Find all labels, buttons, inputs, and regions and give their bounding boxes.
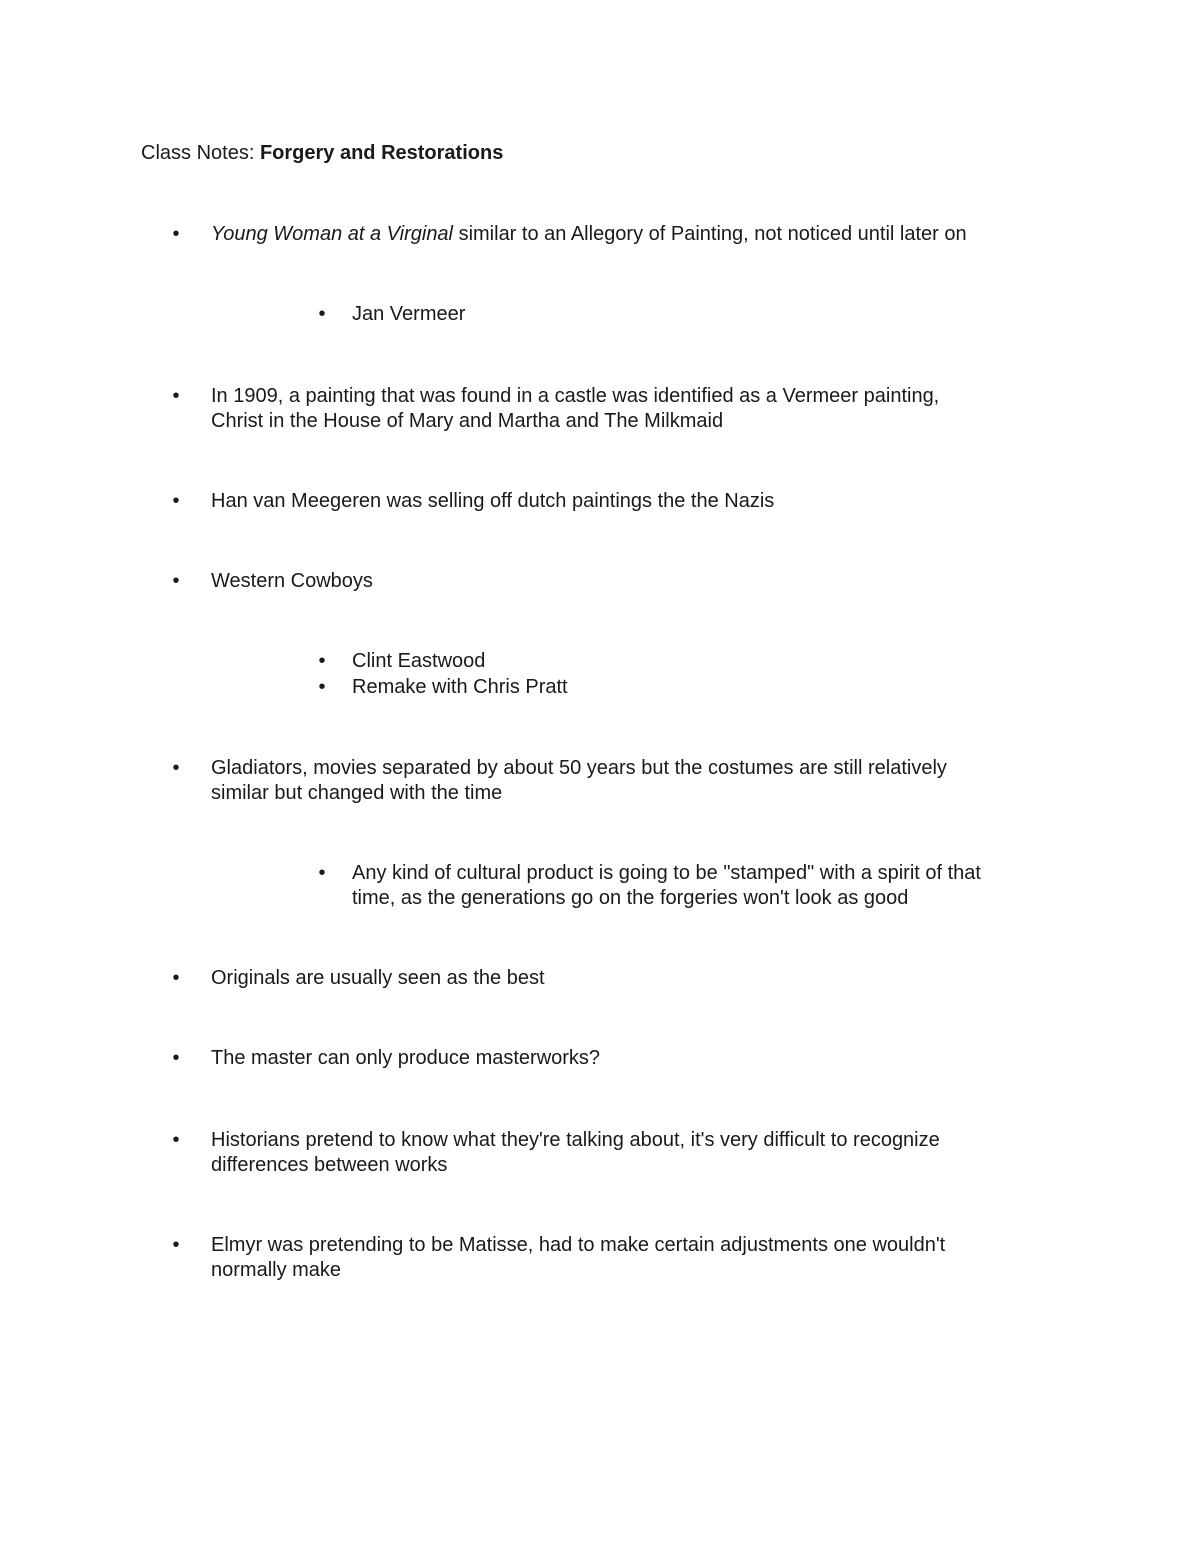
list-item-text: Clint Eastwood [352, 650, 486, 672]
list-item-text: The master can only produce masterworks? [211, 1047, 601, 1069]
list-item-text: Historians pretend to know what they're talking about, it's very difficult to recognize [211, 1129, 940, 1151]
list-item [172, 489, 775, 514]
list-item [172, 1046, 601, 1071]
list-item [172, 1233, 946, 1283]
list-item-text: similar to an Allegory of Painting, not noticed until later on [453, 223, 967, 245]
list-item-text: time, as the generations go on the forgeries won't look as good [352, 887, 909, 909]
page-title [141, 141, 503, 166]
bullet-icon: • [172, 757, 180, 779]
artwork-title: Young Woman at a Virginal [211, 223, 454, 245]
list-item-text: similar but changed with the time [211, 782, 503, 804]
list-item [172, 222, 967, 247]
list-item-text: Western Cowboys [211, 570, 373, 592]
list-item-text: Remake with Chris Pratt [352, 676, 568, 698]
list-item-text: Gladiators, movies separated by about 50 years but the costumes are still relatively [211, 757, 947, 779]
list-item [172, 756, 947, 806]
list-item [318, 675, 568, 700]
bullet-icon: • [172, 223, 180, 245]
title-main: Forgery and Restorations [259, 142, 504, 164]
list-item [172, 966, 545, 991]
bullet-icon: • [318, 650, 326, 672]
list-item-text: differences between works [211, 1154, 448, 1176]
bullet-icon: • [318, 862, 326, 884]
list-item [318, 649, 486, 674]
list-item-text: normally make [211, 1259, 342, 1281]
bullet-icon: • [172, 1234, 180, 1256]
bullet-icon: • [172, 1129, 180, 1151]
list-item-text: Han van Meegeren was selling off dutch paintings the the Nazis [211, 490, 775, 512]
list-item-text: Any kind of cultural product is going to be "stamped" with a spirit of that [352, 862, 981, 884]
bullet-icon: • [318, 303, 326, 325]
list-item [318, 861, 981, 911]
bullet-icon: • [172, 1047, 180, 1069]
list-item [172, 569, 373, 594]
list-item-text: Elmyr was pretending to be Matisse, had to make certain adjustments one wouldn't [211, 1234, 946, 1256]
title-prefix: Class Notes: [141, 142, 260, 164]
list-item-text: Christ in the House of Mary and Martha and The Milkmaid [211, 410, 724, 432]
list-item [172, 1128, 940, 1178]
list-item-text: In 1909, a painting that was found in a castle was identified as a Vermeer painting, [211, 385, 940, 407]
bullet-icon: • [172, 385, 180, 407]
list-item [172, 384, 940, 434]
bullet-icon: • [172, 570, 180, 592]
bullet-icon: • [318, 676, 326, 698]
list-item [318, 302, 466, 327]
list-item-text: Originals are usually seen as the best [211, 967, 545, 989]
bullet-icon: • [172, 967, 180, 989]
list-item-text: Jan Vermeer [352, 303, 466, 325]
bullet-icon: • [172, 490, 180, 512]
